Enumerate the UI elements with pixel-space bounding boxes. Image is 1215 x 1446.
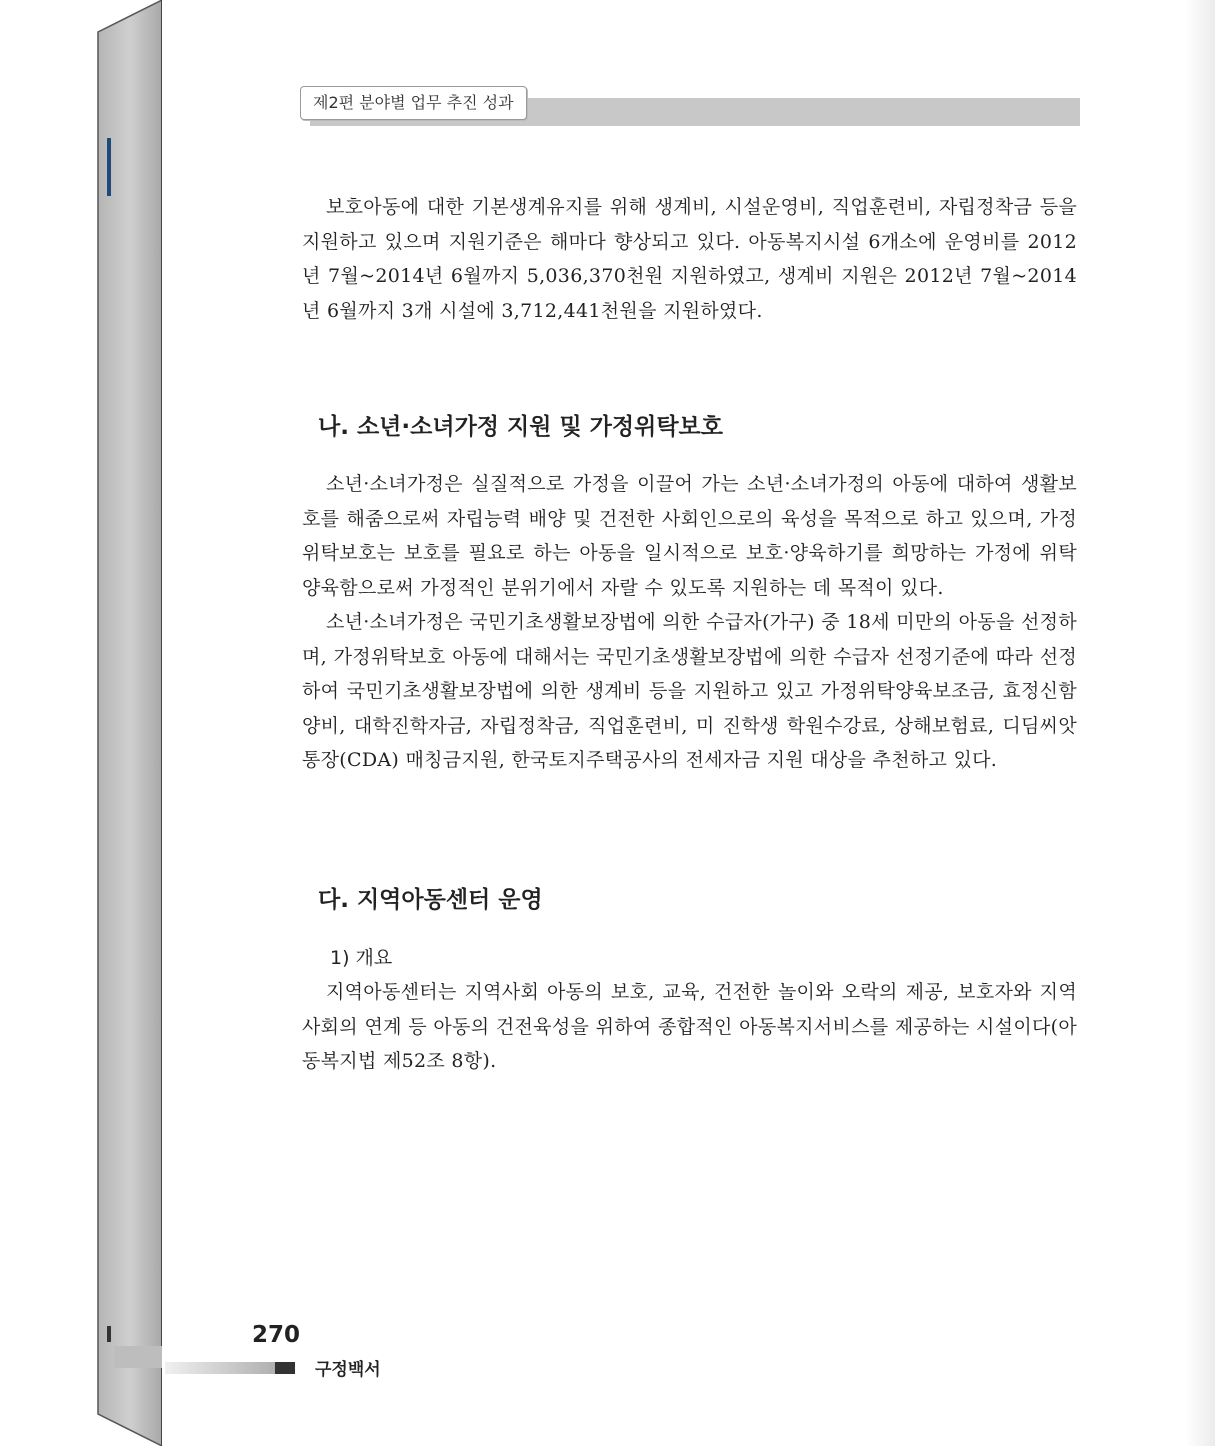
paragraph-1-container [302, 190, 1077, 328]
page-edge-shadow [1185, 0, 1215, 1446]
paragraph-4-container [302, 975, 1077, 1079]
subheading-overview: 1) 개요 [330, 947, 393, 969]
paragraph-1: 보호아동에 대한 기본생계유지를 위해 생계비, 시설운영비, 직업훈련비, 자립정착금 등을 지원하고 있으며 지원기준은 해마다 향상되고 있다. 아동복지시설 6개소에 운영비를 2012년 7월~2014년 6월까지 5,036,370천원 지원하였고, 생계비 지원은 2012년 7월~2014년 6월까지 3개 시설에 3,712,441천원을 지원하였다. [302, 196, 1077, 322]
section-heading-da: 다. 지역아동센터 운영 [318, 887, 543, 913]
footer-book-title: 구정백서 [315, 1360, 381, 1380]
section-heading-na: 나. 소년·소녀가정 지원 및 가정위탁보호 [318, 414, 723, 440]
page-number: 270 [252, 1322, 301, 1348]
section-tab: 제2편 분야별 업무 추진 성과 [300, 86, 527, 120]
paragraph-4: 지역아동센터는 지역사회 아동의 보호, 교육, 건전한 놀이와 오락의 제공, 보호자와 지역사회의 연계 등 아동의 건전육성을 위하여 종합적인 아동복지서비스를 제공하는 시설이다(아동복지법 제52조 8항). [302, 981, 1077, 1072]
paragraph-3: 소년·소녀가정은 국민기초생활보장법에 의한 수급자(가구) 중 18세 미만의 아동을 선정하며, 가정위탁보호 아동에 대해서는 국민기초생활보장법에 의한 수급자 선정기준에 따라 선정하여 국민기초생활보장법에 의한 생계비 등을 지원하고 있고 가정위탁양육보조금, 효정신함양비, 대학진학자금, 자립정착금, 직업훈련비, 미 진학생 학원수강료, 상해보험료, 디딤씨앗통장(CDA) 매칭금지원, 한국토지주택공사의 전세자금 지원 대상을 추천하고 있다. [302, 611, 1077, 771]
footer-bar [165, 1362, 275, 1374]
paragraph-2-container [302, 467, 1077, 778]
paragraph-2: 소년·소녀가정은 실질적으로 가정을 이끌어 가는 소년·소녀가정의 아동에 대하여 생활보호를 해줌으로써 자립능력 배양 및 건전한 사회인으로의 육성을 목적으로 하고 있으며, 가정위탁보호는 보호를 필요로 하는 아동을 일시적으로 보호·양육하기를 희망하는 가정에 위탁 양육함으로써 가정적인 분위기에서 자랄 수 있도록 지원하는 데 목적이 있다. [302, 473, 1077, 599]
footer-block [275, 1362, 295, 1374]
